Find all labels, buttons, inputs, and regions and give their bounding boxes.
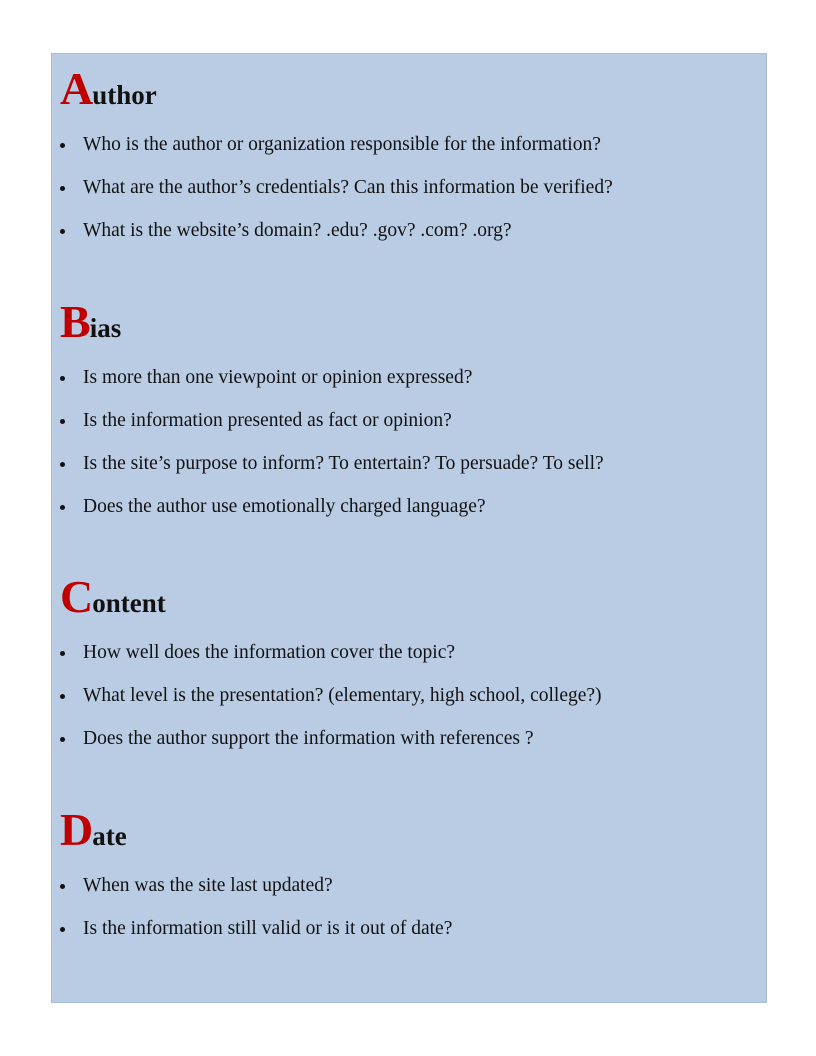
section-content [60, 571, 760, 770]
heading-rest: ias [89, 313, 122, 343]
section-bias [60, 296, 760, 538]
list-item [60, 219, 760, 262]
question-text: What are the author’s credentials? Can this information be verified? [83, 177, 613, 198]
list-item [60, 452, 760, 495]
question-text: Is the information still valid or is it out of date? [83, 918, 453, 939]
question-text: How well does the information cover the topic? [83, 642, 456, 663]
bullet-icon [60, 229, 65, 234]
section-author [60, 63, 760, 262]
question-text: What is the website’s domain? .edu? .gov? .com? .org? [83, 220, 512, 241]
heading-rest: ontent [92, 588, 166, 618]
question-list [60, 641, 760, 770]
question-list [60, 133, 760, 262]
question-list [60, 874, 760, 960]
bullet-icon [60, 419, 65, 424]
bullet-icon [60, 694, 65, 699]
heading-initial: B [60, 296, 90, 347]
heading-initial: C [60, 571, 93, 622]
checklist-panel [51, 53, 767, 1003]
list-item [60, 917, 760, 960]
heading-initial: A [60, 63, 93, 114]
question-text: What level is the presentation? (elementary, high school, college?) [83, 685, 602, 706]
section-date [60, 804, 760, 960]
bullet-icon [60, 462, 65, 467]
section-heading [60, 296, 760, 347]
list-item [60, 495, 760, 538]
heading-initial: D [60, 804, 93, 855]
heading-rest: ate [92, 821, 127, 851]
bullet-icon [60, 737, 65, 742]
bullet-icon [60, 927, 65, 932]
bullet-icon [60, 884, 65, 889]
bullet-icon [60, 505, 65, 510]
question-text: Is the site’s purpose to inform? To entertain? To persuade? To sell? [83, 453, 604, 474]
question-text: Is the information presented as fact or opinion? [83, 410, 452, 431]
list-item [60, 874, 760, 917]
question-text: Does the author use emotionally charged language? [83, 496, 486, 517]
list-item [60, 684, 760, 727]
section-heading [60, 804, 760, 855]
list-item [60, 409, 760, 452]
section-heading [60, 571, 760, 622]
question-text: Who is the author or organization responsible for the information? [83, 134, 601, 155]
question-text: When was the site last updated? [83, 875, 333, 896]
heading-rest: uthor [92, 80, 157, 110]
bullet-icon [60, 651, 65, 656]
list-item [60, 641, 760, 684]
list-item [60, 366, 760, 409]
bullet-icon [60, 186, 65, 191]
question-text: Is more than one viewpoint or opinion expressed? [83, 367, 473, 388]
bullet-icon [60, 376, 65, 381]
list-item [60, 133, 760, 176]
section-heading [60, 63, 760, 114]
list-item [60, 176, 760, 219]
question-text: Does the author support the information with references ? [83, 728, 534, 749]
list-item [60, 727, 760, 770]
bullet-icon [60, 143, 65, 148]
question-list [60, 366, 760, 538]
